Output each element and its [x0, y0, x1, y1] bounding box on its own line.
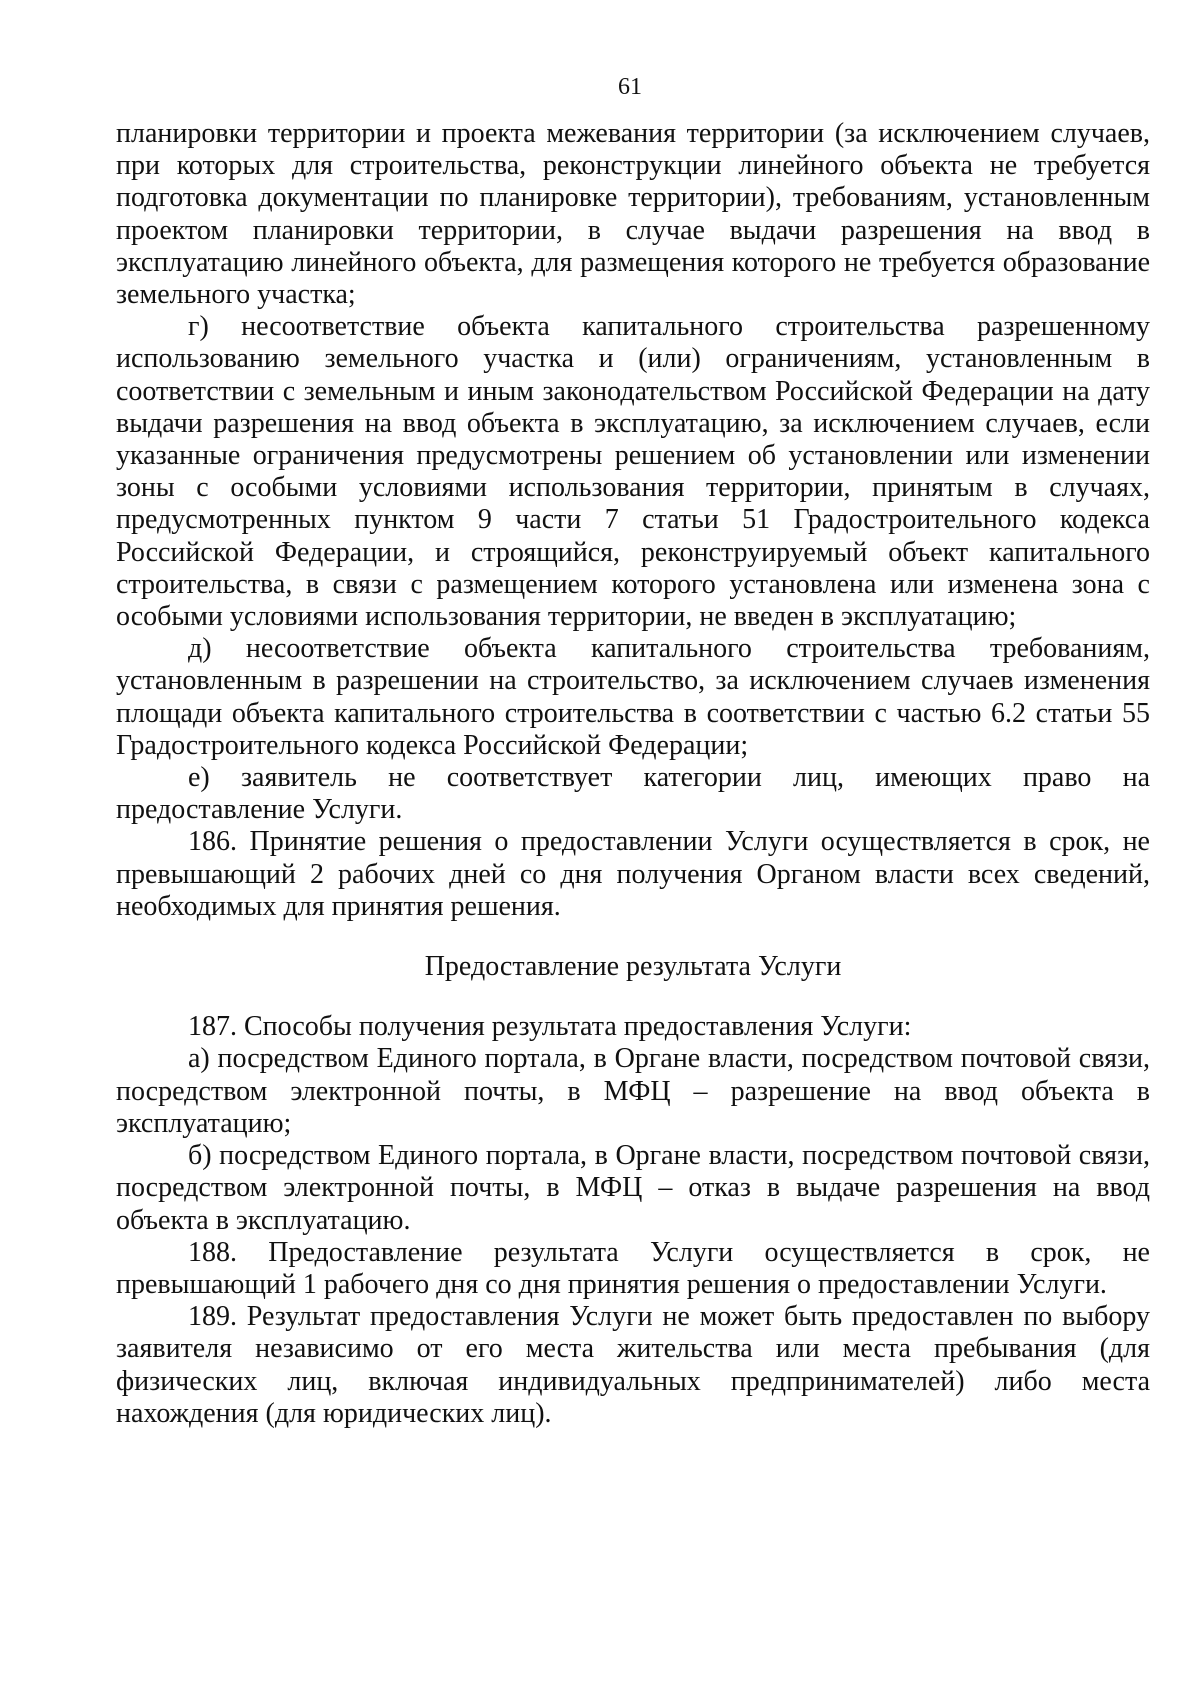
document-body — [116, 118, 1150, 1430]
paragraph-186: 186. Принятие решения о предоставлении Услуги осуществляется в срок, не превышающий 2 рабочих дней со дня получения Органом власти всех сведений, необходимых для принятия решения. — [116, 826, 1150, 922]
page-number: 61 — [618, 74, 642, 100]
paragraph-item-g: г) несоответствие объекта капитального строительства разрешенному использованию земельного участка и (или) ограничениям, установленным в соответствии с земельным и иным законодательством Российской Федерации на дату выдачи разрешения на ввод объекта в эксплуатацию, за исключением случаев, если указанные ограничения предусмотрены решением об установлении или изменении зоны с особыми условиями использования территории, принятым в случаях, предусмотренных пунктом 9 части 7 статьи 51 Градостроительного кодекса Российской Федерации, и строящийся, реконструируемый объект капитального строительства, в связи с размещением которого установлена или изменена зона с особыми условиями использования территории, не введен в эксплуатацию; — [116, 311, 1150, 633]
paragraph-item-d: д) несоответствие объекта капитального строительства требованиям, установленным в разрешении на строительство, за исключением случаев изменения площади объекта капитального строительства в соответствии с частью 6.2 статьи 55 Градостроительного кодекса Российской Федерации; — [116, 633, 1150, 761]
section-heading: Предоставление результата Услуги — [424, 951, 842, 983]
paragraph-continuation: планировки территории и проекта межевания территории (за исключением случаев, при которых для строительства, реконструкции линейного объекта не требуется подготовка документации по планировке территории), требованиям, установленным проектом планировки территории, в случае выдачи разрешения на ввод в эксплуатацию линейного объекта, для размещения которого не требуется образование земельного участка; — [116, 118, 1150, 311]
paragraph-187: 187. Способы получения результата предоставления Услуги: — [188, 1011, 912, 1043]
paragraph-item-b: б) посредством Единого портала, в Органе власти, посредством почтовой связи, посредством электронной почты, в МФЦ – отказ в выдаче разрешения на ввод объекта в эксплуатацию. — [116, 1140, 1150, 1236]
paragraph-189: 189. Результат предоставления Услуги не может быть предоставлен по выбору заявителя независимо от его места жительства или места пребывания (для физических лиц, включая индивидуальных предпринимателей) либо места нахождения (для юридических лиц). — [116, 1301, 1150, 1429]
paragraph-188: 188. Предоставление результата Услуги осуществляется в срок, не превышающий 1 рабочего дня со дня принятия решения о предоставлении Услуги. — [116, 1236, 1150, 1300]
paragraph-item-e: е) заявитель не соответствует категории лиц, имеющих право на предоставление Услуги. — [116, 762, 1150, 826]
paragraph-item-a: а) посредством Единого портала, в Органе власти, посредством почтовой связи, посредством электронной почты, в МФЦ – разрешение на ввод объекта в эксплуатацию; — [116, 1043, 1150, 1139]
